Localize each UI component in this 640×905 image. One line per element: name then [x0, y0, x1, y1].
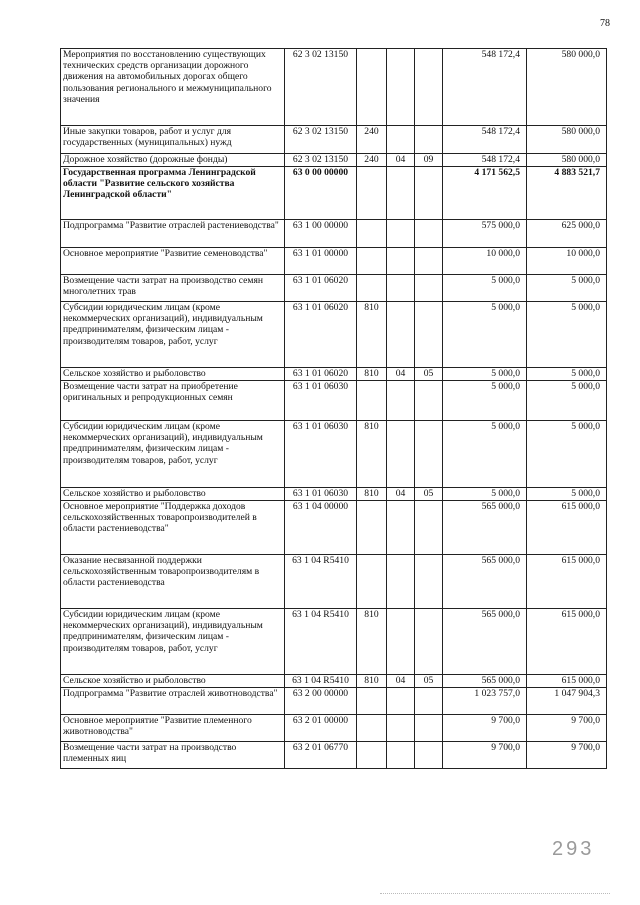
- row-section: 04: [387, 368, 415, 381]
- row-code: 62 3 02 13150: [285, 49, 357, 126]
- table-row: [61, 248, 607, 275]
- row-sum-first: 565 000,0: [443, 501, 527, 555]
- table-row: [61, 675, 607, 688]
- row-expense-type: [357, 742, 387, 769]
- table-row: [61, 220, 607, 248]
- row-section: [387, 688, 415, 715]
- row-section: [387, 302, 415, 368]
- row-subsection: 09: [415, 154, 443, 167]
- row-expense-type: [357, 381, 387, 421]
- row-expense-type: [357, 555, 387, 609]
- row-sum-second: 615 000,0: [527, 555, 607, 609]
- row-subsection: [415, 248, 443, 275]
- row-sum-second: 625 000,0: [527, 220, 607, 248]
- row-sum-first: 5 000,0: [443, 488, 527, 501]
- row-code: 63 1 01 06030: [285, 381, 357, 421]
- row-section: 04: [387, 675, 415, 688]
- row-section: [387, 167, 415, 220]
- page-number: 78: [600, 18, 610, 29]
- row-subsection: [415, 742, 443, 769]
- row-name: Основное мероприятие "Поддержка доходов сельскохозяйственных товаропроизводителей в области растениеводства": [61, 501, 285, 555]
- row-code: 63 1 01 06020: [285, 302, 357, 368]
- row-code: 62 3 02 13150: [285, 126, 357, 154]
- row-subsection: [415, 126, 443, 154]
- row-section: [387, 421, 415, 488]
- row-subsection: [415, 49, 443, 126]
- row-code: 63 1 04 R5410: [285, 609, 357, 675]
- row-sum-first: 1 023 757,0: [443, 688, 527, 715]
- row-name: Мероприятия по восстановлению существующих технических средств организации дорожного движения на автомобильных дорогах общего пользования регионального и межмуниципального значения: [61, 49, 285, 126]
- table-row: [61, 609, 607, 675]
- row-sum-second: 9 700,0: [527, 715, 607, 742]
- row-subsection: [415, 501, 443, 555]
- row-sum-second: 5 000,0: [527, 275, 607, 302]
- row-sum-second: 5 000,0: [527, 381, 607, 421]
- row-sum-second: 1 047 904,3: [527, 688, 607, 715]
- row-expense-type: 810: [357, 421, 387, 488]
- row-expense-type: [357, 220, 387, 248]
- table-row: [61, 368, 607, 381]
- row-section: [387, 501, 415, 555]
- row-sum-first: 548 172,4: [443, 126, 527, 154]
- row-sum-second: 9 700,0: [527, 742, 607, 769]
- row-name: Субсидии юридическим лицам (кроме некоммерческих организаций), индивидуальным предпринимателям, физическим лицам - производителям товаров, работ, услуг: [61, 421, 285, 488]
- row-sum-first: 565 000,0: [443, 675, 527, 688]
- row-code: 63 1 01 06030: [285, 488, 357, 501]
- row-name: Основное мероприятие "Развитие семеноводства": [61, 248, 285, 275]
- row-name: Сельское хозяйство и рыболовство: [61, 368, 285, 381]
- row-code: 63 1 04 R5410: [285, 555, 357, 609]
- row-expense-type: 810: [357, 675, 387, 688]
- row-name: Иные закупки товаров, работ и услуг для государственных (муниципальных) нужд: [61, 126, 285, 154]
- row-subsection: 05: [415, 675, 443, 688]
- row-name: Сельское хозяйство и рыболовство: [61, 675, 285, 688]
- row-name: Основное мероприятие "Развитие племенного животноводства": [61, 715, 285, 742]
- row-sum-first: 5 000,0: [443, 302, 527, 368]
- row-expense-type: 810: [357, 609, 387, 675]
- table-row: [61, 555, 607, 609]
- row-subsection: 05: [415, 488, 443, 501]
- row-name: Дорожное хозяйство (дорожные фонды): [61, 154, 285, 167]
- row-code: 63 1 01 06020: [285, 368, 357, 381]
- row-expense-type: [357, 248, 387, 275]
- row-sum-second: 615 000,0: [527, 501, 607, 555]
- row-section: [387, 126, 415, 154]
- table-row: [61, 688, 607, 715]
- row-code: 63 1 00 00000: [285, 220, 357, 248]
- row-subsection: [415, 275, 443, 302]
- row-sum-first: 565 000,0: [443, 555, 527, 609]
- budget-table: [60, 48, 607, 769]
- table-row: [61, 488, 607, 501]
- row-sum-second: 580 000,0: [527, 49, 607, 126]
- row-expense-type: [357, 501, 387, 555]
- row-code: 62 3 02 13150: [285, 154, 357, 167]
- row-sum-first: 548 172,4: [443, 49, 527, 126]
- row-expense-type: [357, 275, 387, 302]
- row-code: 63 2 00 00000: [285, 688, 357, 715]
- row-section: [387, 248, 415, 275]
- row-sum-second: 5 000,0: [527, 421, 607, 488]
- row-name: Оказание несвязанной поддержки сельскохозяйственным товаропроизводителям в области растениеводства: [61, 555, 285, 609]
- row-sum-second: 615 000,0: [527, 609, 607, 675]
- table-row: [61, 154, 607, 167]
- row-sum-second: 580 000,0: [527, 126, 607, 154]
- row-sum-first: 575 000,0: [443, 220, 527, 248]
- row-section: [387, 275, 415, 302]
- row-code: 63 1 04 00000: [285, 501, 357, 555]
- row-code: 63 1 04 R5410: [285, 675, 357, 688]
- table-row: [61, 302, 607, 368]
- row-sum-second: 5 000,0: [527, 488, 607, 501]
- row-subsection: [415, 609, 443, 675]
- row-subsection: [415, 688, 443, 715]
- row-subsection: [415, 220, 443, 248]
- row-name: Государственная программа Ленинградской области "Развитие сельского хозяйства Ленинградской области": [61, 167, 285, 220]
- row-subsection: [415, 381, 443, 421]
- row-sum-second: 10 000,0: [527, 248, 607, 275]
- row-subsection: [415, 421, 443, 488]
- table-row: [61, 275, 607, 302]
- row-sum-second: 5 000,0: [527, 302, 607, 368]
- row-name: Субсидии юридическим лицам (кроме некоммерческих организаций), индивидуальным предпринимателям, физическим лицам - производителям товаров, работ, услуг: [61, 302, 285, 368]
- row-expense-type: [357, 715, 387, 742]
- row-section: [387, 49, 415, 126]
- table-row: [61, 126, 607, 154]
- table-row: [61, 421, 607, 488]
- row-section: [387, 220, 415, 248]
- row-expense-type: 240: [357, 126, 387, 154]
- row-subsection: [415, 167, 443, 220]
- row-expense-type: 810: [357, 302, 387, 368]
- page-stamp: 293: [552, 838, 595, 860]
- row-sum-first: 5 000,0: [443, 275, 527, 302]
- row-code: 63 2 01 06770: [285, 742, 357, 769]
- row-name: Подпрограмма "Развитие отраслей растениеводства": [61, 220, 285, 248]
- row-code: 63 0 00 00000: [285, 167, 357, 220]
- table-row: [61, 381, 607, 421]
- row-name: Подпрограмма "Развитие отраслей животноводства": [61, 688, 285, 715]
- row-sum-first: 9 700,0: [443, 742, 527, 769]
- row-code: 63 1 01 06030: [285, 421, 357, 488]
- row-sum-first: 5 000,0: [443, 381, 527, 421]
- row-sum-first: 10 000,0: [443, 248, 527, 275]
- row-sum-second: 5 000,0: [527, 368, 607, 381]
- row-sum-first: 9 700,0: [443, 715, 527, 742]
- row-name: Возмещение части затрат на производство племенных яиц: [61, 742, 285, 769]
- row-subsection: [415, 715, 443, 742]
- row-sum-second: 580 000,0: [527, 154, 607, 167]
- row-sum-second: 615 000,0: [527, 675, 607, 688]
- row-sum-first: 548 172,4: [443, 154, 527, 167]
- row-section: [387, 555, 415, 609]
- row-name: Возмещение части затрат на производство семян многолетних трав: [61, 275, 285, 302]
- row-expense-type: [357, 49, 387, 126]
- row-subsection: [415, 555, 443, 609]
- row-code: 63 1 01 06020: [285, 275, 357, 302]
- row-sum-first: 565 000,0: [443, 609, 527, 675]
- row-sum-first: 4 171 562,5: [443, 167, 527, 220]
- row-name: Возмещение части затрат на приобретение оригинальных и репродукционных семян: [61, 381, 285, 421]
- row-expense-type: 240: [357, 154, 387, 167]
- table-row: [61, 501, 607, 555]
- row-section: [387, 742, 415, 769]
- row-sum-first: 5 000,0: [443, 421, 527, 488]
- table-row: [61, 715, 607, 742]
- table-row: [61, 49, 607, 126]
- row-name: Сельское хозяйство и рыболовство: [61, 488, 285, 501]
- table-row: [61, 167, 607, 220]
- row-expense-type: [357, 167, 387, 220]
- row-subsection: 05: [415, 368, 443, 381]
- row-expense-type: [357, 688, 387, 715]
- row-section: [387, 715, 415, 742]
- row-code: 63 2 01 00000: [285, 715, 357, 742]
- table-body: [61, 49, 607, 769]
- row-sum-first: 5 000,0: [443, 368, 527, 381]
- row-subsection: [415, 302, 443, 368]
- footer-divider: [380, 893, 610, 894]
- row-section: 04: [387, 154, 415, 167]
- row-expense-type: 810: [357, 488, 387, 501]
- row-section: [387, 609, 415, 675]
- row-expense-type: 810: [357, 368, 387, 381]
- row-section: 04: [387, 488, 415, 501]
- row-name: Субсидии юридическим лицам (кроме некоммерческих организаций), индивидуальным предпринимателям, физическим лицам - производителям товаров, работ, услуг: [61, 609, 285, 675]
- row-code: 63 1 01 00000: [285, 248, 357, 275]
- row-section: [387, 381, 415, 421]
- row-sum-second: 4 883 521,7: [527, 167, 607, 220]
- table-row: [61, 742, 607, 769]
